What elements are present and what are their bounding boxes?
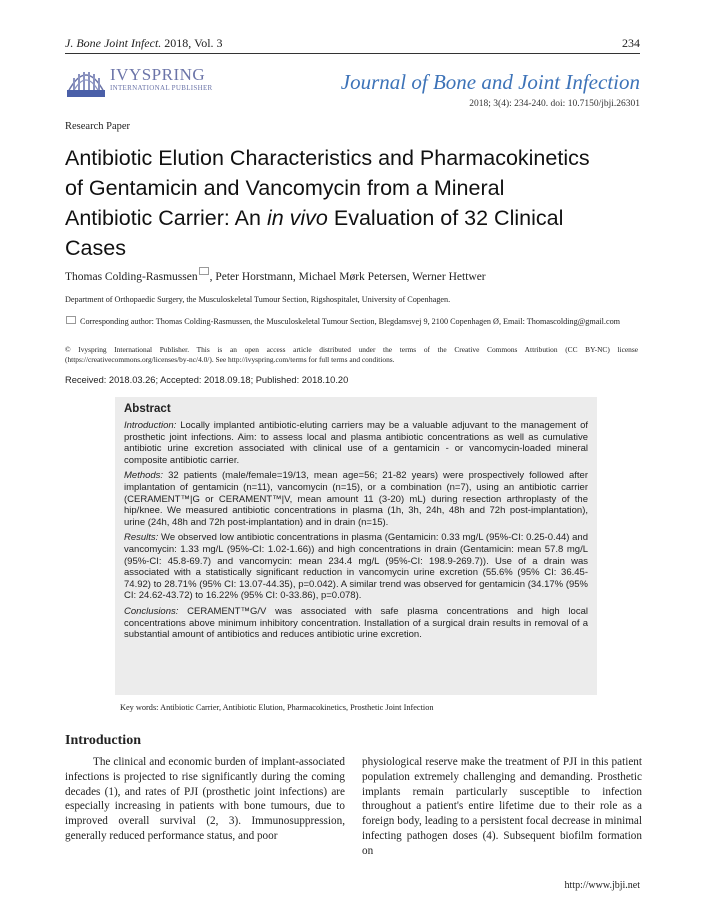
abstract-conclusions (124, 606, 588, 641)
body-column-left (65, 755, 345, 844)
abstract-introduction (124, 420, 588, 466)
introduction-heading: Introduction (65, 733, 141, 748)
ivyspring-logo-icon (65, 62, 107, 98)
abstract-intro-label: Introduction: (124, 420, 177, 431)
abstract-results-label: Results: (124, 532, 159, 544)
intro-paragraph-left: The clinical and economic burden of implant-associated infections is projected to rise significantly during the coming decades (1), and rates of PJI (prosthetic joint infections) are especially increasing in patients with bone tumours, due to improved overall survival (2, 3). Immunosuppression, generally reduced performance status, and poor (65, 756, 345, 842)
article-title (65, 143, 665, 263)
journal-name: Journal of Bone and Joint Infection (340, 70, 640, 94)
abstract-conclusions-label: Conclusions: (124, 605, 179, 617)
page-number: 234 (622, 36, 640, 50)
title-line-4: Cases (65, 236, 126, 260)
mail-icon (199, 267, 209, 275)
abstract-methods (124, 470, 588, 528)
journal-volume: 2018, Vol. 3 (161, 36, 223, 50)
keywords: Key words: Antibiotic Carrier, Antibiotic Elution, Pharmacokinetics, Prosthetic Joint Infection (120, 703, 434, 712)
citation: 2018; 3(4): 234-240. doi: 10.7150/jbji.26301 (469, 99, 640, 109)
footer-url[interactable]: http://www.jbji.net (564, 880, 640, 891)
author-list (65, 271, 486, 283)
corresponding-info (65, 316, 638, 328)
body-column-right (362, 755, 642, 859)
title-italic: in vivo (266, 206, 328, 230)
abstract-methods-label: Methods: (124, 470, 164, 482)
abstract-methods-text: 32 patients (male/female=19/13, mean age=56; 21-82 years) were prospectively followed after implantation of gentamicin (n=11), vancomycin (n=15), or a combination (n=7), using an antibiotic carrier (CERAMENT™|G or CERAMENT™|V, mean amount 11 (3-20) mL) during resection arthroplasty of the hip/knee. We measured antibiotic concentrations in plasma (1h, 3h, 24h, 48h and 72h post-implantation), urine (24h, 48h and 72h post-implantation) and in drain (n=15). (124, 470, 588, 528)
title-line-1: Antibiotic Elution Characteristics and Pharmacokinetics (65, 146, 590, 170)
corresponding-text: Corresponding author: Thomas Colding-Rasmussen, the Musculoskeletal Tumour Section, Blegdamsvej 9, 2100 Copenhagen Ø, Email: Thomascolding@gmail.com (80, 317, 621, 326)
header-divider (65, 53, 640, 54)
abstract-heading: Abstract (124, 403, 171, 415)
license-statement: © Ivyspring International Publisher. This is an open access article distributed under the terms of the Creative Commons Attribution (CC BY-NC) license (https://creativecommons.org/licenses/by-nc/4.0/). See http://ivyspring.com/terms for full terms and conditions. (65, 345, 638, 364)
mail-icon (66, 316, 76, 324)
title-line-3 (65, 203, 665, 233)
intro-paragraph-right: physiological reserve make the treatment of PJI in this patient population extremely challenging and demanding. Prosthetic implants remain particularly susceptible to infection throughout a patient's entire lifetime due to their role as a foreign body, leading to a persistent focal decrease in minimal infecting pathogen doses (4). Subsequent biofilm formation on (362, 756, 642, 857)
title-line-3-start: Antibiotic Carrier: An (65, 206, 267, 230)
publisher-name: IVYSPRING (110, 65, 206, 84)
abstract-results (124, 532, 588, 602)
abstract-results-text: We observed low antibiotic concentrations in plasma (Gentamicin: 0.33 mg/L (95%-CI: 0.25-0.44) and vancomycin: 1.33 mg/L (95%-CI: 1.02-1.66)) and high concentrations in drain (Gentamicin: mean 57.8 mg/L (95%-CI: 45.8-69.7) and vancomycin: mean 234.4 mg/L (95%-CI: 198.9-269.7)). Use of a drain was associated with a statistically significant reduction in vancomycin urine excretion (55.6% (95% CI: 36.45-74.92) to 28.71% (95% CI: 13.07-44.35), p=0.042). A similar trend was observed for gentamicin (34.17% (95% CI: 24.62-43.72) to 16.22% (95% CI: 0-33.86), p=0.078). (124, 532, 588, 602)
journal-abbrev: J. Bone Joint Infect. (65, 36, 162, 50)
title-line-3-end: Evaluation of 32 Clinical (327, 206, 564, 230)
affiliation: Department of Orthopaedic Surgery, the Musculoskeletal Tumour Section, Rigshospitalet, University of Copenhagen. (65, 295, 451, 304)
corresponding-author-name: Thomas Colding-Rasmussen (65, 271, 198, 283)
publisher-logo (65, 62, 215, 100)
running-header-journal (65, 36, 223, 51)
publisher-subtitle: INTERNATIONAL PUBLISHER (110, 84, 213, 92)
article-type: Research Paper (65, 121, 131, 132)
abstract-conclusions-text: CERAMENT™G/V was associated with safe plasma concentrations and high local concentrations above minimum inhibitory concentration. Installation of a surgical drain results in removal of a substantial amount of antibiotics and reduces antibiotic urine excretion. (124, 605, 588, 641)
publication-dates: Received: 2018.03.26; Accepted: 2018.09.18; Published: 2018.10.20 (65, 375, 349, 385)
abstract-intro-text: Locally implanted antibiotic-eluting carriers may be a valuable adjuvant to the management of prosthetic joint infections. Aim: to assess local and plasma antibiotic concentrations as well as cumulative antibiotic urine excretion associated with clinical use of a gentamicin - or vancomycin-loaded mineral composite antibiotic carrier. (124, 420, 588, 466)
coauthor-names: , Peter Horstmann, Michael Mørk Petersen, Werner Hettwer (209, 271, 486, 283)
title-line-2: of Gentamicin and Vancomycin from a Mineral (65, 176, 505, 200)
abstract-box (115, 397, 597, 695)
